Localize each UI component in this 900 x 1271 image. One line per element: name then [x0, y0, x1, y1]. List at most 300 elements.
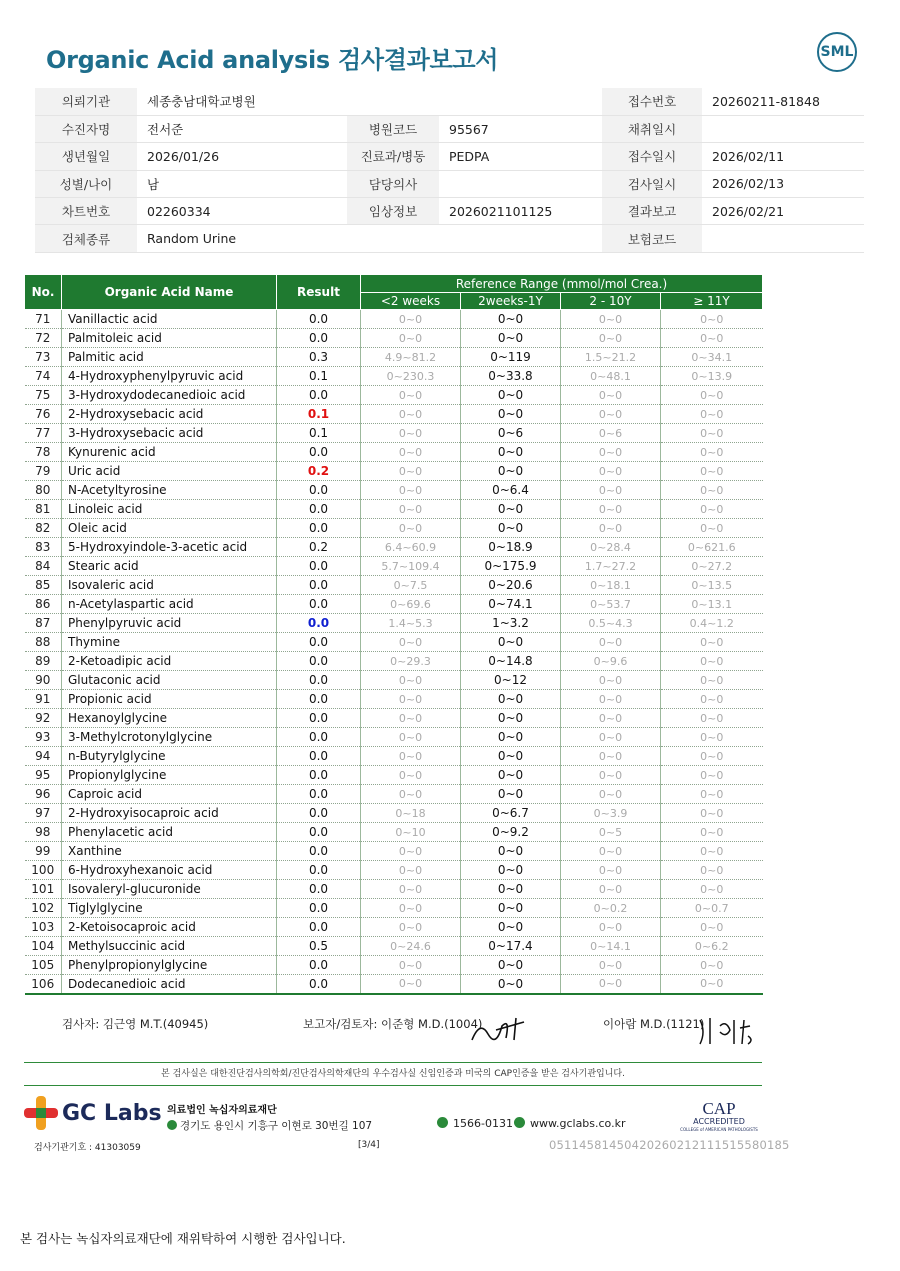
row-number: 101 [25, 880, 62, 899]
result-value: 0.0 [277, 690, 361, 709]
header-range-3: ≥ 11Y [661, 293, 763, 310]
header-result: Result [277, 275, 361, 310]
row-number: 84 [25, 557, 62, 576]
table-row [25, 310, 763, 329]
reference-range-cell: 0~0 [561, 918, 661, 937]
reference-range-cell: 0~0 [561, 443, 661, 462]
table-row [25, 880, 763, 899]
reference-range-cell: 0~0.2 [561, 899, 661, 918]
reference-range-cell: 0~0.7 [661, 899, 763, 918]
reference-range-cell: 0~621.6 [661, 538, 763, 557]
table-row [25, 538, 763, 557]
row-number: 86 [25, 595, 62, 614]
reference-range-cell: 1.5~21.2 [561, 348, 661, 367]
reference-range-cell: 0~0 [361, 690, 461, 709]
reference-range-cell: 0~0 [561, 386, 661, 405]
location-pin-icon [167, 1120, 177, 1130]
reference-range-cell: 0~0 [561, 671, 661, 690]
reference-range-cell: 0~0 [561, 785, 661, 804]
acid-name: Glutaconic acid [62, 671, 277, 690]
row-number: 77 [25, 424, 62, 443]
info-label: 의뢰기관 [35, 88, 137, 115]
doctor-handwritten-signature [696, 1014, 758, 1048]
reference-range-cell: 0~74.1 [461, 595, 561, 614]
reference-range-cell: 0.5~4.3 [561, 614, 661, 633]
info-row [35, 143, 864, 170]
reference-range-cell: 0~230.3 [361, 367, 461, 386]
reference-range-cell: 0~0 [561, 747, 661, 766]
info-value: 95567 [439, 115, 602, 142]
reference-range-cell: 0~0 [361, 405, 461, 424]
row-number: 85 [25, 576, 62, 595]
reference-range-cell: 0~33.8 [461, 367, 561, 386]
reference-range-cell: 0~0 [361, 747, 461, 766]
reference-range-cell: 0~6.7 [461, 804, 561, 823]
reference-range-cell: 0~119 [461, 348, 561, 367]
reference-range-cell: 0~0 [361, 671, 461, 690]
reference-range-cell: 0~0 [661, 671, 763, 690]
info-label: 담당의사 [347, 170, 439, 197]
info-row [35, 170, 864, 197]
reference-range-cell: 0~0 [361, 500, 461, 519]
reference-range-cell: 0~0 [361, 880, 461, 899]
doctor-signature: 이아람 M.D.(1121) [603, 1017, 705, 1031]
reference-range-cell: 0~18 [361, 804, 461, 823]
reference-range-cell: 0~0 [461, 918, 561, 937]
reference-range-cell: 4.9~81.2 [361, 348, 461, 367]
reference-range-cell: 0~0 [561, 481, 661, 500]
table-row [25, 823, 763, 842]
reference-range-cell: 0~0 [361, 462, 461, 481]
reference-range-cell: 0~9.6 [561, 652, 661, 671]
reference-range-cell: 0~175.9 [461, 557, 561, 576]
info-label: 접수일시 [602, 143, 702, 170]
reference-range-cell: 0~0 [661, 728, 763, 747]
reference-range-cell: 0~17.4 [461, 937, 561, 956]
acid-name: Tiglylglycine [62, 899, 277, 918]
table-row [25, 652, 763, 671]
reference-range-cell: 0~0 [661, 747, 763, 766]
row-number: 102 [25, 899, 62, 918]
reference-range-cell: 0~14.8 [461, 652, 561, 671]
table-row [25, 386, 763, 405]
table-row [25, 766, 763, 785]
cap-accredited-logo [680, 1100, 758, 1133]
acid-name: Propionic acid [62, 690, 277, 709]
info-label: 수진자명 [35, 115, 137, 142]
report-title: Organic Acid analysis 검사결과보고서 [46, 46, 499, 74]
result-value: 0.0 [277, 899, 361, 918]
reference-range-cell: 0~13.5 [661, 576, 763, 595]
reference-range-cell: 0~6.4 [461, 481, 561, 500]
result-value: 0.0 [277, 766, 361, 785]
row-number: 104 [25, 937, 62, 956]
acid-name: Isovaleric acid [62, 576, 277, 595]
reference-range-cell: 0~0 [661, 975, 763, 994]
table-row [25, 500, 763, 519]
acid-name: Uric acid [62, 462, 277, 481]
info-value: 전서준 [137, 115, 347, 142]
acid-name: Palmitoleic acid [62, 329, 277, 348]
reference-range-cell: 0~0 [561, 519, 661, 538]
result-value: 0.0 [277, 519, 361, 538]
gc-labs-text: GC Labs [62, 1100, 162, 1126]
reference-range-cell: 0~0 [461, 747, 561, 766]
info-label: 성별/나이 [35, 170, 137, 197]
acid-name: 6-Hydroxyhexanoic acid [62, 861, 277, 880]
reference-range-cell: 0~0 [361, 766, 461, 785]
acid-name: Stearic acid [62, 557, 277, 576]
reference-range-cell: 0~0 [361, 310, 461, 329]
reference-range-cell: 0~9.2 [461, 823, 561, 842]
table-row [25, 899, 763, 918]
info-row [35, 198, 864, 225]
row-number: 103 [25, 918, 62, 937]
reference-range-cell: 0~0 [361, 956, 461, 975]
reference-range-cell: 0~14.1 [561, 937, 661, 956]
reference-range-cell: 0~0 [461, 443, 561, 462]
info-label: 보험코드 [602, 225, 702, 252]
info-label: 생년월일 [35, 143, 137, 170]
reference-range-cell: 1.4~5.3 [361, 614, 461, 633]
reference-range-cell: 0~0 [661, 766, 763, 785]
row-number: 81 [25, 500, 62, 519]
info-value: Random Urine [137, 225, 347, 252]
result-value: 0.0 [277, 310, 361, 329]
result-value: 0.0 [277, 728, 361, 747]
result-value: 0.0 [277, 823, 361, 842]
table-row [25, 462, 763, 481]
acid-name: Isovaleryl-glucuronide [62, 880, 277, 899]
info-label: 병원코드 [347, 115, 439, 142]
info-value: 세종충남대학교병원 [137, 88, 347, 115]
reference-range-cell: 0~0 [461, 785, 561, 804]
gc-cross-icon [24, 1096, 58, 1130]
row-number: 90 [25, 671, 62, 690]
reference-range-cell: 0~0 [461, 519, 561, 538]
patient-info-table [35, 88, 864, 253]
row-number: 80 [25, 481, 62, 500]
barcode-number: 05114581450420260212111515580185 [549, 1138, 790, 1152]
table-row [25, 747, 763, 766]
result-value: 0.2 [277, 462, 361, 481]
acid-name: Palmitic acid [62, 348, 277, 367]
reference-range-cell: 0~0 [561, 956, 661, 975]
reference-range-cell: 0~0 [361, 519, 461, 538]
acid-name: 4-Hydroxyphenylpyruvic acid [62, 367, 277, 386]
acid-name: 2-Hydroxysebacic acid [62, 405, 277, 424]
reference-range-cell: 0~0 [361, 481, 461, 500]
reference-range-cell: 0~0 [461, 633, 561, 652]
info-value [702, 225, 864, 252]
result-value: 0.0 [277, 709, 361, 728]
row-number: 74 [25, 367, 62, 386]
table-row [25, 918, 763, 937]
reference-range-cell: 0~0 [561, 690, 661, 709]
website-url[interactable]: www.gclabs.co.kr [530, 1117, 626, 1130]
reference-range-cell: 0~0 [361, 899, 461, 918]
reference-range-cell: 0~0 [661, 804, 763, 823]
reference-range-cell: 0~0 [561, 861, 661, 880]
result-value: 0.0 [277, 614, 361, 633]
row-number: 92 [25, 709, 62, 728]
phone-icon [437, 1117, 448, 1128]
result-value: 0.0 [277, 880, 361, 899]
reference-range-cell: 0~0 [461, 500, 561, 519]
reference-range-cell: 0~18.9 [461, 538, 561, 557]
result-value: 0.0 [277, 918, 361, 937]
results-table [24, 274, 763, 995]
address-text: 경기도 용인시 기흥구 이현로 30번길 107 [180, 1120, 373, 1132]
info-value: 2026/02/11 [702, 143, 864, 170]
reference-range-cell: 0~0 [361, 842, 461, 861]
header-range-0: <2 weeks [361, 293, 461, 310]
row-number: 106 [25, 975, 62, 994]
reference-range-cell: 0~0 [361, 443, 461, 462]
table-row [25, 519, 763, 538]
reference-range-cell: 0~34.1 [661, 348, 763, 367]
table-row [25, 956, 763, 975]
acid-name: N-Acetyltyrosine [62, 481, 277, 500]
reference-range-cell: 0~0 [561, 633, 661, 652]
table-row [25, 842, 763, 861]
reference-range-cell: 0~0 [461, 861, 561, 880]
result-value: 0.0 [277, 633, 361, 652]
info-value [439, 170, 602, 197]
reference-range-cell: 0~12 [461, 671, 561, 690]
reference-range-cell: 0~0 [661, 386, 763, 405]
reference-range-cell: 0~69.6 [361, 595, 461, 614]
row-number: 100 [25, 861, 62, 880]
reference-range-cell: 0~0 [661, 709, 763, 728]
result-value: 0.0 [277, 576, 361, 595]
acid-name: n-Butyrylglycine [62, 747, 277, 766]
acid-name: Phenylpyruvic acid [62, 614, 277, 633]
reference-range-cell: 0~0 [361, 329, 461, 348]
acid-name: Methylsuccinic acid [62, 937, 277, 956]
reference-range-cell: 0~0 [561, 880, 661, 899]
reference-range-cell: 0~0 [361, 633, 461, 652]
info-row [35, 225, 864, 252]
result-value: 0.0 [277, 652, 361, 671]
reference-range-cell: 0~0 [661, 918, 763, 937]
reference-range-cell: 0~0 [561, 310, 661, 329]
table-row [25, 424, 763, 443]
result-value: 0.0 [277, 386, 361, 405]
row-number: 89 [25, 652, 62, 671]
result-value: 0.1 [277, 367, 361, 386]
result-value: 0.0 [277, 804, 361, 823]
result-value: 0.3 [277, 348, 361, 367]
reference-range-cell: 0~0 [661, 462, 763, 481]
reference-range-cell: 0~0 [661, 500, 763, 519]
row-number: 71 [25, 310, 62, 329]
reference-range-cell: 0.4~1.2 [661, 614, 763, 633]
reference-range-cell: 0~0 [561, 329, 661, 348]
info-value: 2026021101125 [439, 198, 602, 225]
result-value: 0.1 [277, 405, 361, 424]
table-row [25, 348, 763, 367]
result-value: 0.0 [277, 481, 361, 500]
row-number: 79 [25, 462, 62, 481]
reference-range-cell: 0~0 [461, 899, 561, 918]
reference-range-cell: 0~0 [361, 709, 461, 728]
row-number: 99 [25, 842, 62, 861]
acid-name: Hexanoylglycine [62, 709, 277, 728]
row-number: 96 [25, 785, 62, 804]
acid-name: 3-Hydroxydodecanedioic acid [62, 386, 277, 405]
reference-range-cell: 0~0 [661, 424, 763, 443]
reference-range-cell: 0~18.1 [561, 576, 661, 595]
info-value: PEDPA [439, 143, 602, 170]
reference-range-cell: 0~0 [561, 462, 661, 481]
reference-range-cell: 0~0 [661, 481, 763, 500]
reference-range-cell: 0~0 [661, 880, 763, 899]
row-number: 87 [25, 614, 62, 633]
acid-name: Xanthine [62, 842, 277, 861]
result-value: 0.0 [277, 747, 361, 766]
info-row [35, 115, 864, 142]
table-row [25, 690, 763, 709]
result-value: 0.0 [277, 861, 361, 880]
reference-range-cell: 0~0 [661, 785, 763, 804]
reference-range-cell: 0~0 [661, 633, 763, 652]
header-range-1: 2weeks-1Y [461, 293, 561, 310]
reference-range-cell: 0~0 [461, 842, 561, 861]
reference-range-cell: 0~0 [561, 709, 661, 728]
table-row [25, 728, 763, 747]
result-value: 0.0 [277, 443, 361, 462]
info-value [439, 225, 602, 252]
result-value: 0.5 [277, 937, 361, 956]
table-row [25, 405, 763, 424]
reference-range-cell: 0~0 [561, 405, 661, 424]
info-value: 02260334 [137, 198, 347, 225]
reference-range-cell: 0~0 [361, 785, 461, 804]
reference-range-cell: 0~0 [461, 462, 561, 481]
reference-range-cell: 0~5 [561, 823, 661, 842]
reference-range-cell: 0~13.1 [661, 595, 763, 614]
reference-range-cell: 0~0 [461, 405, 561, 424]
table-row [25, 861, 763, 880]
reference-range-cell: 0~27.2 [661, 557, 763, 576]
table-row [25, 709, 763, 728]
acid-name: 3-Methylcrotonylglycine [62, 728, 277, 747]
acid-name: Oleic acid [62, 519, 277, 538]
header-range-2: 2 - 10Y [561, 293, 661, 310]
info-label [347, 225, 439, 252]
info-label: 검사일시 [602, 170, 702, 197]
cap-sub: ACCREDITED [693, 1117, 745, 1126]
table-row [25, 557, 763, 576]
row-number: 76 [25, 405, 62, 424]
acid-name: Linoleic acid [62, 500, 277, 519]
acid-name: n-Acetylaspartic acid [62, 595, 277, 614]
acid-name: Kynurenic acid [62, 443, 277, 462]
phone-number: 1566-0131 [453, 1117, 513, 1130]
outsourcing-note: 본 검사는 녹십자의료재단에 재위탁하여 시행한 검사입니다. [20, 1231, 346, 1246]
row-number: 75 [25, 386, 62, 405]
info-value: 2026/01/26 [137, 143, 347, 170]
row-number: 98 [25, 823, 62, 842]
certification-notice: 본 검사실은 대한진단검사의학회/진단검사의학재단의 우수검사실 신임인증과 미국의 CAP인증을 받은 검사기관입니다. [24, 1062, 762, 1086]
foundation-name: 의료법인 녹십자의료재단 [167, 1105, 277, 1116]
reference-range-cell: 0~0 [661, 405, 763, 424]
result-value: 0.0 [277, 956, 361, 975]
page-number: [3/4] [358, 1140, 380, 1150]
reference-range-cell: 1.7~27.2 [561, 557, 661, 576]
acid-name: 5-Hydroxyindole-3-acetic acid [62, 538, 277, 557]
reference-range-cell: 0~0 [461, 728, 561, 747]
row-number: 91 [25, 690, 62, 709]
table-row [25, 804, 763, 823]
reference-range-cell: 0~0 [461, 690, 561, 709]
reference-range-cell: 0~0 [561, 766, 661, 785]
table-row [25, 595, 763, 614]
result-value: 0.0 [277, 975, 361, 994]
acid-name: 2-Ketoadipic acid [62, 652, 277, 671]
info-value [439, 88, 602, 115]
reference-range-cell: 0~7.5 [361, 576, 461, 595]
reference-range-cell: 6.4~60.9 [361, 538, 461, 557]
reference-range-cell: 0~28.4 [561, 538, 661, 557]
result-value: 0.0 [277, 785, 361, 804]
reference-range-cell: 0~0 [661, 443, 763, 462]
info-value: 2026/02/21 [702, 198, 864, 225]
reference-range-cell: 0~0 [661, 861, 763, 880]
row-number: 78 [25, 443, 62, 462]
table-row [25, 576, 763, 595]
acid-name: 2-Hydroxyisocaproic acid [62, 804, 277, 823]
cap-small: COLLEGE of AMERICAN PATHOLOGISTS [680, 1127, 758, 1132]
cap-title: CAP [702, 1099, 736, 1118]
table-row [25, 937, 763, 956]
row-number: 95 [25, 766, 62, 785]
reference-range-cell: 0~0 [561, 842, 661, 861]
table-row [25, 975, 763, 994]
sml-logo: SML [817, 32, 857, 72]
info-label: 접수번호 [602, 88, 702, 115]
acid-name: Dodecanedioic acid [62, 975, 277, 994]
header-no: No. [25, 275, 62, 310]
reference-range-cell: 0~0 [561, 500, 661, 519]
row-number: 93 [25, 728, 62, 747]
reference-range-cell: 0~0 [661, 823, 763, 842]
acid-name: Phenylpropionylglycine [62, 956, 277, 975]
table-row [25, 614, 763, 633]
acid-name: Phenylacetic acid [62, 823, 277, 842]
reference-range-cell: 0~48.1 [561, 367, 661, 386]
info-label: 결과보고 [602, 198, 702, 225]
reference-range-cell: 0~0 [661, 690, 763, 709]
reference-range-cell: 0~53.7 [561, 595, 661, 614]
info-label [347, 88, 439, 115]
table-row [25, 633, 763, 652]
reference-range-cell: 0~29.3 [361, 652, 461, 671]
table-row [25, 671, 763, 690]
gc-labs-logo [24, 1096, 162, 1130]
reference-range-cell: 0~0 [461, 329, 561, 348]
reference-range-cell: 0~0 [661, 329, 763, 348]
info-label: 진료과/병동 [347, 143, 439, 170]
row-number: 88 [25, 633, 62, 652]
acid-name: Caproic acid [62, 785, 277, 804]
reference-range-cell: 0~0 [461, 766, 561, 785]
reference-range-cell: 0~0 [361, 386, 461, 405]
reference-range-cell: 0~0 [661, 310, 763, 329]
reference-range-cell: 0~0 [461, 386, 561, 405]
reference-range-cell: 0~24.6 [361, 937, 461, 956]
